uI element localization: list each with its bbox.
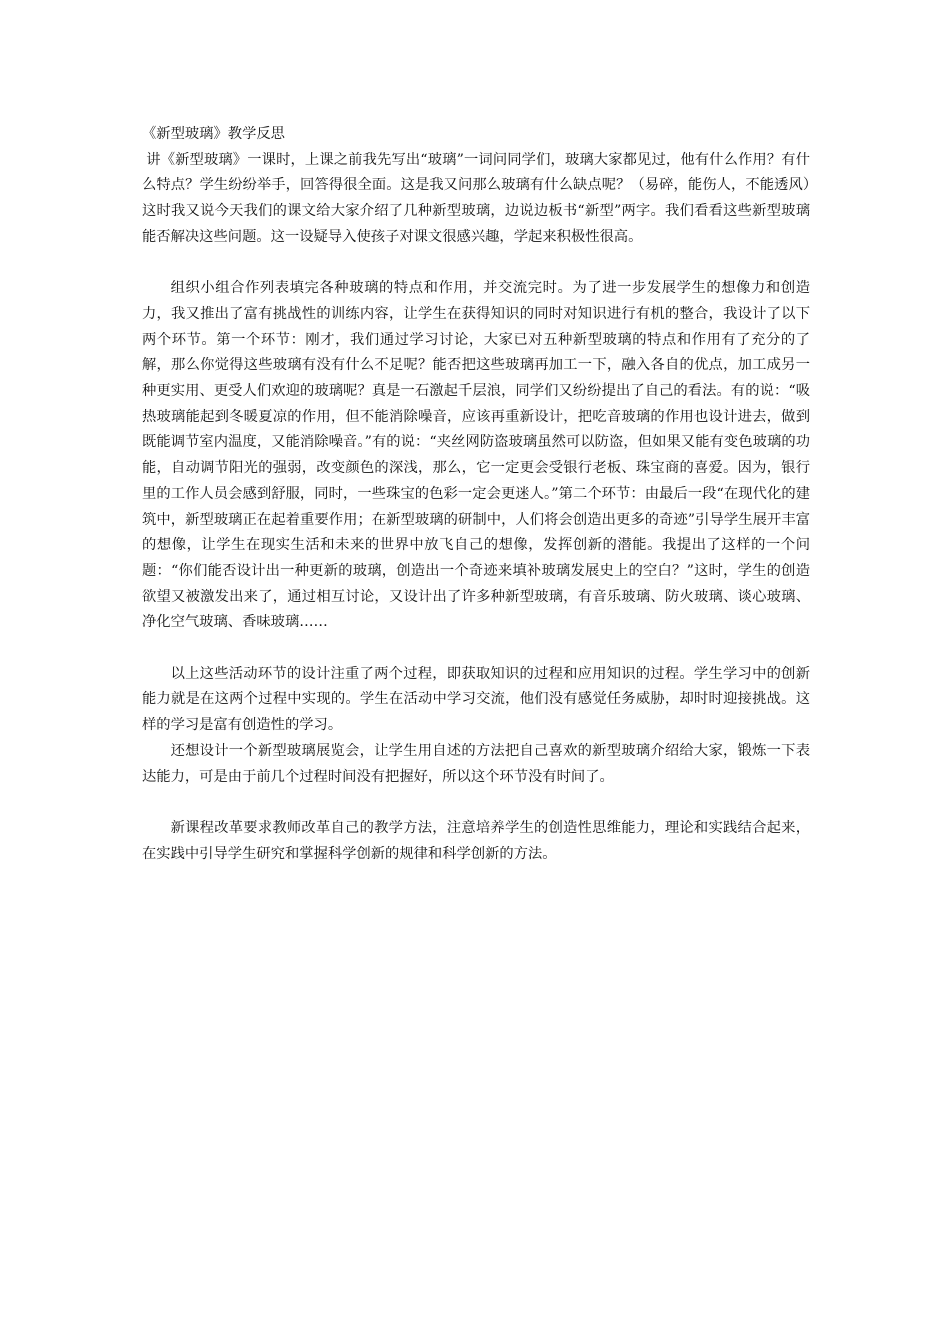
paragraph-activities: 组织小组合作列表填完各种玻璃的特点和作用，并交流完时。为了进一步发展学生的想像力和创造力，我又推出了富有挑战性的训练内容，让学生在获得知识的同时对知识进行有机的整合，我设计了以下两个环节。第一个环节：刚才，我们通过学习讨论，大家已对五种新型玻璃的特点和作用有了充分的了解，那么你觉得这些玻璃有没有什么不足呢？能否把这些玻璃再加工一下，融入各自的优点，加工成另一种更实用、更受人们欢迎的玻璃呢？真是一石激起千层浪，同学们又纷纷提出了自己的看法。有的说：“吸热玻璃能起到冬暖夏凉的作用，但不能消除噪音，应该再重新设计，把吃音玻璃的作用也设计进去，做到既能调节室内温度，又能消除噪音。”有的说：“夹丝网防盗玻璃虽然可以防盗，但如果又能有变色玻璃的功能，自动调节阳光的强弱，改变颜色的深浅，那么，它一定更会受银行老板、珠宝商的喜爱。因为，银行里的工作人员会感到舒服，同时，一些珠宝的色彩一定会更迷人。”第二个环节：由最后一段“在现代化的建筑中，新型玻璃正在起着重要作用；在新型玻璃的研制中，人们将会创造出更多的奇迹”引导学生展开丰富的想像，让学生在现实生活和未来的世界中放飞自己的想像，发挥创新的潜能。我提出了这样的一个问题：“你们能否设计出一种更新的玻璃，创造出一个奇迹来填补玻璃发展史上的空白？”这时，学生的创造欲望又被激发出来了，通过相互讨论，又设计出了许多种新型玻璃，有音乐玻璃、防火玻璃、谈心玻璃、净化空气玻璃、香味玻璃…… <box>142 280 810 631</box>
blank-line <box>142 251 810 277</box>
paragraph-process: 以上这些活动环节的设计注重了两个过程，即获取知识的过程和应用知识的过程。学生学习中的创新能力就是在这两个过程中实现的。学生在活动中学习交流，他们没有感觉任务威胁，却时时迎接挑战。这样的学习是富有创造性的学习。 <box>142 665 810 734</box>
blank-line <box>142 636 810 662</box>
document-title: 《新型玻璃》教学反思 <box>142 126 285 142</box>
paragraph-exhibition: 还想设计一个新型玻璃展览会，让学生用自述的方法把自己喜欢的新型玻璃介绍给大家，锻炼一下表达能力，可是由于前几个过程时间没有把握好，所以这个环节没有时间了。 <box>142 742 810 785</box>
blank-line <box>142 790 810 816</box>
paragraph-conclusion: 新课程改革要求教师改革自己的教学方法，注意培养学生的创造性思维能力，理论和实践结合起来，在实践中引导学生研究和掌握科学创新的规律和科学创新的方法。 <box>142 819 810 862</box>
paragraph-intro: 讲《新型玻璃》一课时，上课之前我先写出“玻璃”一词问同学们，玻璃大家都见过，他有什么作用？有什么特点？学生纷纷举手，回答得很全面。这是我又问那么玻璃有什么缺点呢？（易碎，能伤人，不能透风）这时我又说今天我们的课文给大家介绍了几种新型玻璃，边说边板书“新型”两字。我们看看这些新型玻璃能否解决这些问题。这一设疑导入使孩子对课文很感兴趣，学起来积极性很高。 <box>142 151 810 245</box>
document-page <box>142 122 810 867</box>
